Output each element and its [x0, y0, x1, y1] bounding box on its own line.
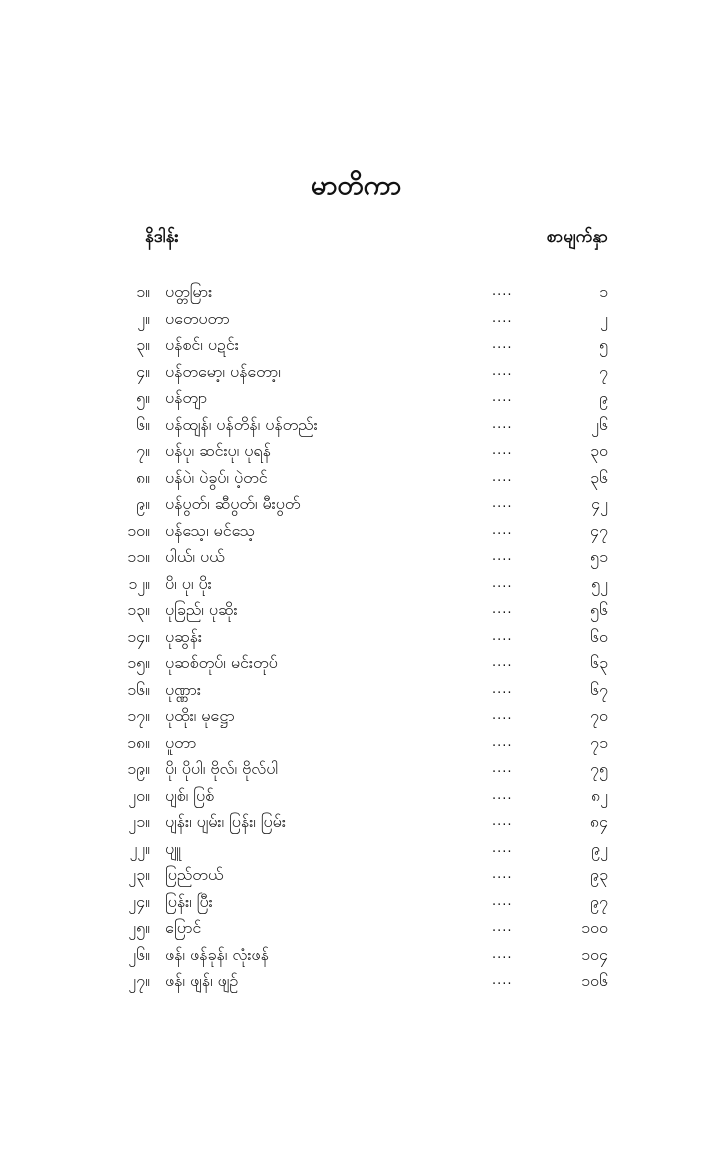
- leader-dots: ....: [492, 628, 513, 644]
- entry-page-number: ၁၀၄: [581, 944, 608, 964]
- entry-page-number: ၁၀၀: [581, 918, 608, 937]
- entry-page-number: ၉: [599, 388, 608, 407]
- contents-entry: [0, 730, 720, 757]
- leader-dots: ....: [492, 390, 513, 405]
- entry-title: ပုဏ္ဏား: [165, 679, 201, 699]
- entry-number: ၂၁။: [128, 812, 150, 831]
- leader-dots: ....: [492, 893, 513, 909]
- entry-title: ပတ္တမြား: [165, 282, 213, 301]
- entry-number: ၁၈။: [127, 732, 150, 752]
- entry-number: ၁၄။: [127, 626, 150, 646]
- entry-page-number: ၆၀: [590, 626, 608, 646]
- entry-number: ၁။: [136, 282, 150, 301]
- leader-dots: ....: [492, 920, 513, 935]
- contents-entry: [0, 544, 720, 571]
- contents-entry: [0, 915, 720, 942]
- contents-entry: [0, 597, 720, 624]
- entry-number: ၁၁။: [127, 547, 150, 566]
- leader-dots: ....: [492, 734, 513, 750]
- entry-page-number: ၉၇: [590, 891, 608, 911]
- page-title: မာတိကာ: [310, 170, 402, 201]
- contents-entry: [0, 968, 720, 995]
- entry-title: ပူတာ: [165, 732, 197, 752]
- entry-number: ၃။: [136, 335, 150, 354]
- entry-number: ၁၀။: [127, 520, 150, 540]
- leader-dots: ....: [492, 469, 513, 485]
- entry-number: ၂၀။: [128, 785, 150, 805]
- leader-dots: ....: [492, 655, 513, 670]
- entry-title: ပန်ပု၊ ဆင်းပု၊ ပုရန်: [165, 441, 271, 460]
- leader-dots: ....: [492, 787, 513, 803]
- contents-entry: [0, 756, 720, 783]
- entry-number: ၂၂။: [129, 838, 150, 858]
- entry-page-number: ၆၃: [590, 653, 608, 672]
- entry-number: ၁၉။: [127, 759, 150, 778]
- entry-page-number: ၇၀: [590, 706, 608, 725]
- entry-number: ၇။: [136, 441, 150, 460]
- entry-page-number: ၃၆: [590, 467, 608, 487]
- topic-column-header: နိဒါန်း: [145, 227, 179, 247]
- entry-title: ဖန်၊ ဖန်ခုန်၊ လုံးဖန်: [165, 944, 269, 964]
- contents-entry: [0, 650, 720, 677]
- leader-dots: ....: [492, 443, 513, 458]
- contents-entry: [0, 942, 720, 969]
- entry-page-number: ၂: [600, 308, 608, 328]
- entry-page-number: ၇၅: [590, 759, 608, 778]
- entry-number: ၁၆။: [127, 679, 150, 699]
- leader-dots: ....: [492, 867, 513, 882]
- leader-dots: ....: [492, 522, 513, 538]
- entry-title: ပန်တျာ: [165, 388, 208, 407]
- entry-title: ပန်စင်၊ ပဍင်း: [165, 335, 239, 354]
- leader-dots: ....: [492, 337, 513, 352]
- entry-title: ပုခြည်၊ ပုဆိုး: [165, 600, 238, 619]
- entry-title: ပြည်တယ်: [165, 865, 224, 884]
- leader-dots: ....: [492, 496, 513, 511]
- contents-entry: [0, 571, 720, 598]
- contents-entry: [0, 624, 720, 651]
- entry-title: ပုဆစ်တုပ်၊ မင်းတုပ်: [165, 653, 278, 672]
- entry-page-number: ၁: [599, 282, 608, 301]
- entry-page-number: ၅၁: [590, 547, 608, 566]
- leader-dots: ....: [492, 681, 513, 697]
- entry-number: ၂၅။: [128, 918, 150, 937]
- entry-number: ၄။: [136, 361, 150, 381]
- contents-entry: [0, 862, 720, 889]
- entry-title: ပတေပတာ: [165, 308, 230, 328]
- contents-entry: [0, 279, 720, 306]
- entry-title: ပြောင်: [165, 918, 202, 937]
- entry-number: ၁၅။: [127, 653, 150, 672]
- contents-entry: [0, 809, 720, 836]
- entry-page-number: ၅၂: [591, 573, 608, 593]
- entry-title: ပန်သေ့၊ မင်သေ့: [165, 520, 256, 540]
- leader-dots: ....: [492, 973, 513, 988]
- entry-page-number: ၈၄: [589, 812, 608, 831]
- contents-list: [0, 279, 720, 995]
- entry-title: ပျစ်၊ ပြစ်: [165, 785, 215, 805]
- contents-entry: [0, 332, 720, 359]
- entry-page-number: ၈၂: [591, 785, 608, 805]
- leader-dots: ....: [492, 708, 513, 723]
- page-column-header: စာမျက်နှာ: [546, 227, 608, 247]
- entry-page-number: ၆၇: [590, 679, 608, 699]
- leader-dots: ....: [492, 761, 513, 776]
- leader-dots: ....: [492, 363, 513, 379]
- entry-number: ၂၃။: [128, 865, 150, 884]
- entry-number: ၂၆။: [128, 944, 150, 964]
- entry-page-number: ၉၃: [590, 865, 608, 884]
- entry-title: ပါယ်၊ ပယ်: [165, 547, 225, 566]
- leader-dots: ....: [492, 814, 513, 829]
- contents-entry: [0, 385, 720, 412]
- entry-title: ပုဆွန်း: [165, 626, 202, 646]
- entry-page-number: ၇၁: [590, 732, 608, 752]
- entry-page-number: ၁၀၆: [581, 971, 608, 990]
- entry-number: ၁၇။: [127, 706, 150, 725]
- contents-entry: [0, 465, 720, 492]
- leader-dots: ....: [492, 575, 513, 591]
- entry-number: ၂၇။: [128, 971, 150, 990]
- entry-number: ၉။: [136, 494, 150, 513]
- entry-page-number: ၅၆: [590, 600, 608, 619]
- entry-page-number: ၃၀: [590, 441, 608, 460]
- entry-number: ၅။: [136, 388, 150, 407]
- entry-page-number: ၂၆: [591, 414, 608, 434]
- entry-title: ပျူ: [165, 838, 182, 858]
- entry-title: ပန်ထျန်၊ ပန်တိန်၊ ပန်တည်း: [165, 414, 318, 434]
- entry-number: ၂။: [137, 308, 150, 328]
- contents-entry: [0, 889, 720, 916]
- entry-title: ပြန်း၊ ပြီး: [165, 891, 213, 911]
- leader-dots: ....: [492, 416, 513, 432]
- entry-title: ပုထိုး၊ မုဋ္ဌော: [165, 706, 235, 725]
- entry-number: ၈။: [136, 467, 150, 487]
- leader-dots: ....: [492, 840, 513, 856]
- entry-page-number: ၇: [599, 361, 608, 381]
- entry-title: ပန်တမော့၊ ပန်တော့၊: [165, 361, 281, 381]
- entry-page-number: ၄၇: [590, 520, 608, 540]
- entry-title: ပန်ပွတ်၊ ဆီပွတ်၊ မီးပွတ်: [165, 494, 301, 513]
- leader-dots: ....: [492, 310, 513, 326]
- entry-number: ၆။: [136, 414, 150, 434]
- entry-number: ၁၂။: [128, 573, 150, 593]
- entry-title: ပျန်း၊ ပျမ်း၊ ပြန်း၊ ပြမ်း: [165, 812, 286, 831]
- contents-entry: [0, 836, 720, 863]
- entry-page-number: ၄၂: [591, 494, 608, 513]
- contents-entry: [0, 412, 720, 439]
- entry-title: ဖန်၊ ဖျန်၊ ဖျဉ်: [165, 971, 239, 990]
- entry-number: ၁၃။: [127, 600, 150, 619]
- contents-entry: [0, 359, 720, 386]
- contents-entry: [0, 306, 720, 333]
- contents-entry: [0, 518, 720, 545]
- entry-number: ၂၄။: [128, 891, 150, 911]
- leader-dots: ....: [492, 284, 513, 299]
- entry-title: ပန်ပဲ၊ ပဲခွပ်၊ ပဲ့တင်: [165, 467, 268, 487]
- leader-dots: ....: [492, 602, 513, 617]
- leader-dots: ....: [492, 946, 513, 962]
- entry-page-number: ၉၂: [591, 838, 608, 858]
- contents-entry: [0, 677, 720, 704]
- entry-title: ပို၊ ပိုပါ၊ ဗိုလ်၊ ဗိုလ်ပါ: [165, 759, 279, 778]
- contents-entry: [0, 783, 720, 810]
- leader-dots: ....: [492, 549, 513, 564]
- contents-entry: [0, 491, 720, 518]
- entry-title: ပိ၊ ပု၊ ပိုး: [165, 573, 212, 593]
- contents-entry: [0, 703, 720, 730]
- entry-page-number: ၅: [599, 335, 608, 354]
- contents-entry: [0, 438, 720, 465]
